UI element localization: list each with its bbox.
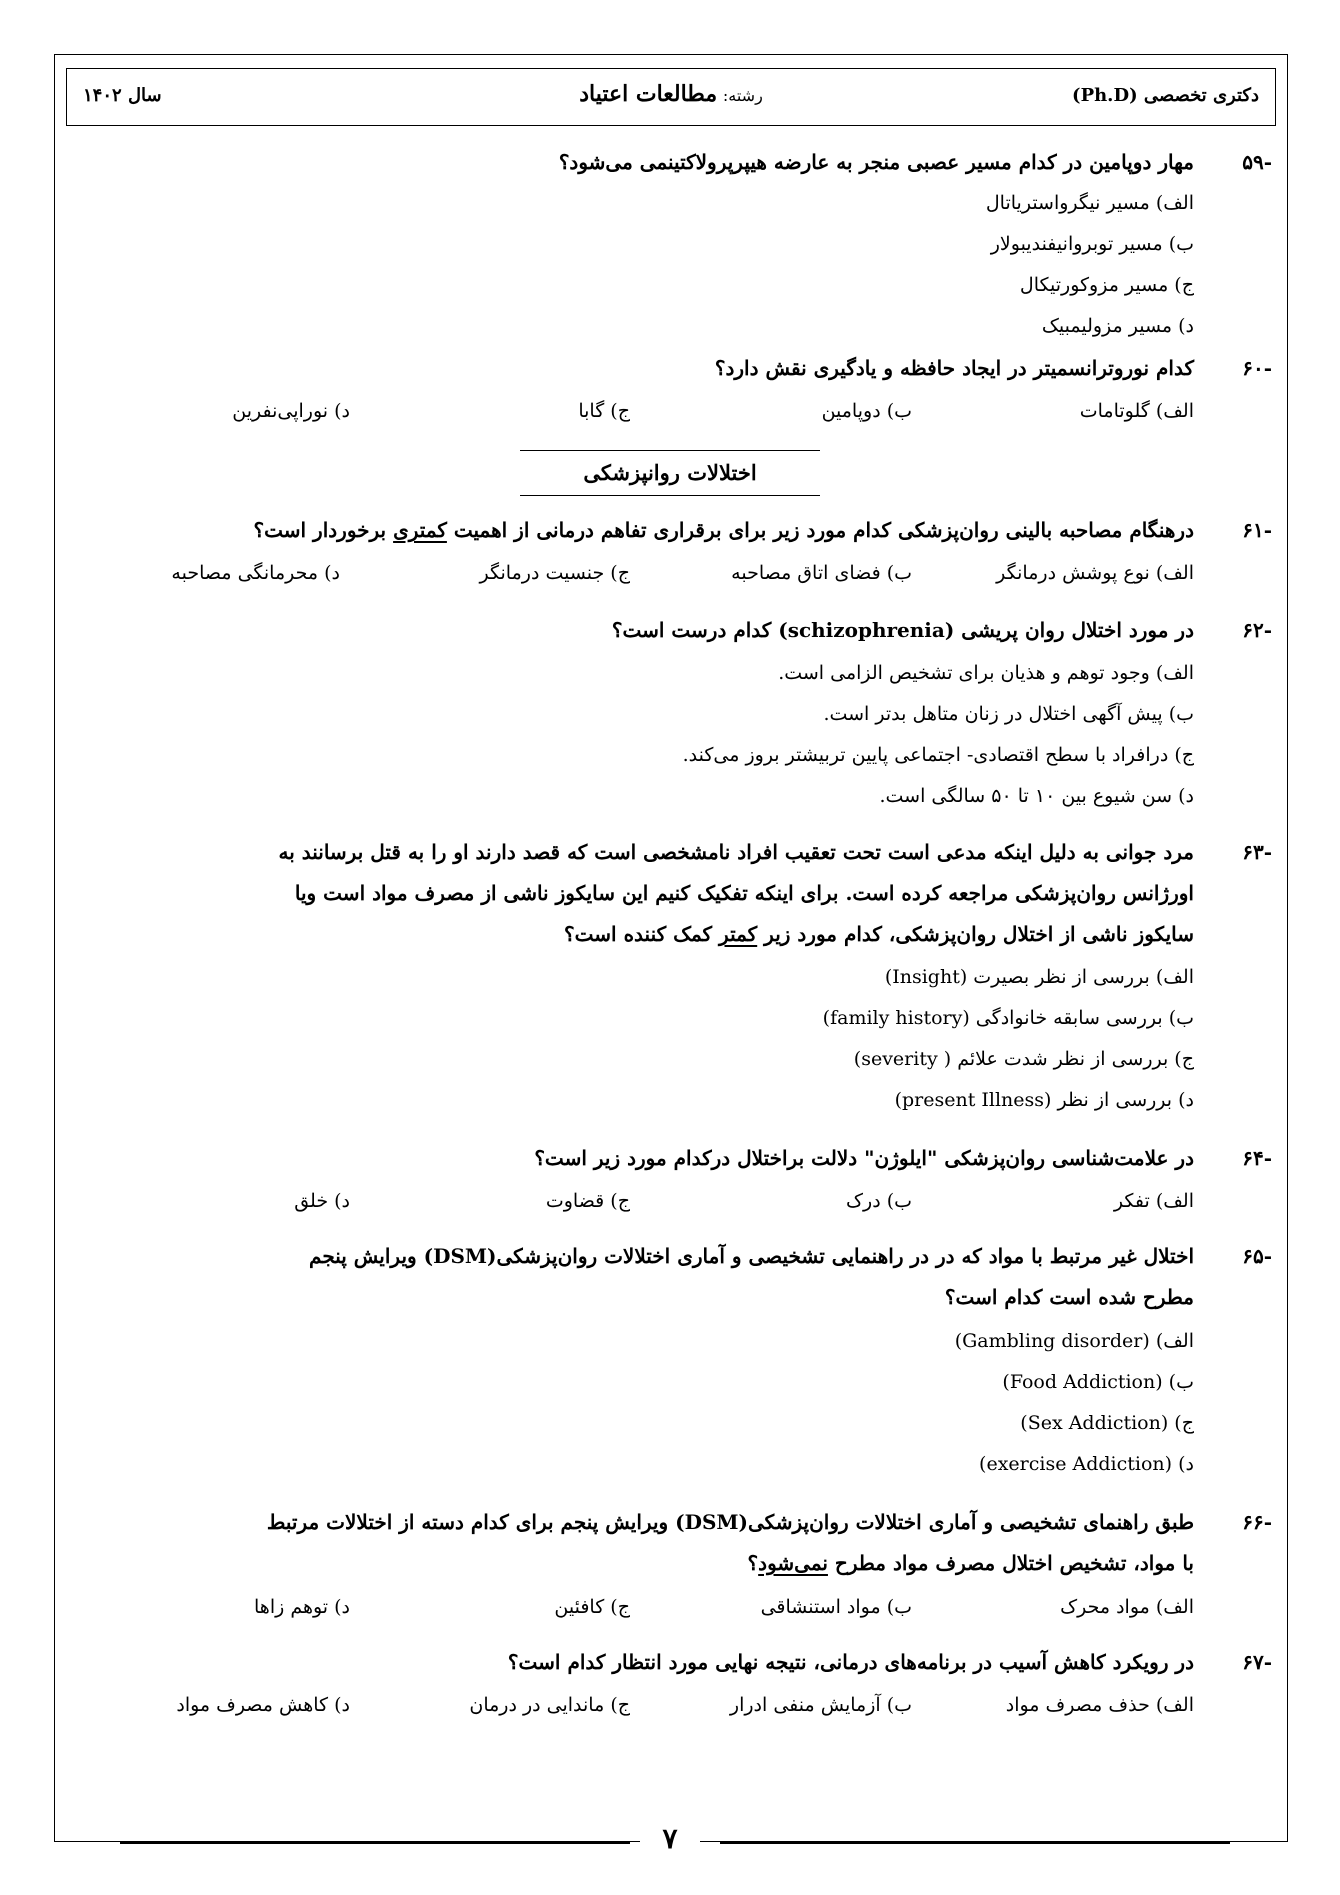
option-a: الف) (Gambling disorder) xyxy=(954,1330,1194,1352)
stem-text: کمک کننده است؟ xyxy=(564,922,720,946)
option-d: د) مسیر مزولیمبیک xyxy=(1041,315,1194,337)
option-b: ب) درک xyxy=(846,1190,912,1212)
option-d: د) محرمانگی مصاحبه xyxy=(171,562,340,584)
footer-divider-right xyxy=(720,1842,1230,1844)
stem-text: ؟ xyxy=(747,1551,759,1575)
option-b: ب) بررسی سابقه خانوادگی (family history) xyxy=(822,1007,1194,1029)
option-d: د) توهم زاها xyxy=(254,1596,350,1618)
option-c: ج) مسیر مزوکورتیکال xyxy=(1019,274,1194,296)
option-d: د) خلق xyxy=(294,1190,350,1212)
option-b: ب) پیش آگهی اختلال در زنان متاهل بدتر است. xyxy=(823,703,1194,725)
option-c: ج) ماندایی در درمان xyxy=(469,1694,630,1716)
option-b: ب) مواد استنشاقی xyxy=(760,1596,912,1618)
field-name: مطالعات اعتیاد xyxy=(579,81,718,107)
stem-text: برخوردار است؟ xyxy=(253,518,394,542)
option-a: الف) مواد محرک xyxy=(1060,1596,1194,1618)
option-c: ج) (Sex Addiction) xyxy=(1020,1412,1194,1434)
page-number: ۷ xyxy=(640,1822,700,1855)
stem-line: اختلال غیر مرتبط با مواد که در در راهنمایی تشخیصی و آماری اختلالات روان‌پزشکی(DSM) ویرایش پنجم xyxy=(309,1244,1194,1268)
stem-text: در مورد اختلال روان پریشی ( xyxy=(944,618,1194,642)
stem-underlined: نمی‌شود xyxy=(758,1551,828,1575)
stem-line: اورژانس روان‌پزشکی مراجعه کرده است. برای اینکه تفکیک کنیم این سایکوز ناشی از مصرف مواد است ویا xyxy=(294,881,1194,905)
option-b: ب) آزمایش منفی ادرار xyxy=(729,1694,912,1716)
option-b: ب) فضای اتاق مصاحبه xyxy=(731,562,912,584)
stem-line xyxy=(66,914,1194,955)
stem-line: طبق راهنمای تشخیصی و آماری اختلالات روان‌پزشکی(DSM) ویرایش پنجم برای کدام دسته از اختلالات مرتبط xyxy=(266,1510,1194,1534)
field-label: رشته: xyxy=(722,86,763,105)
stem-text: درهنگام مصاحبه بالینی روان‌پزشکی کدام مورد زیر برای برقراری تفاهم درمانی از اهمیت xyxy=(446,518,1194,542)
option-d: د) سن شیوع بین ۱۰ تا ۵۰ سالگی است. xyxy=(879,785,1194,807)
option-b: ب) دوپامین xyxy=(821,400,912,422)
question-number: -۶۷ xyxy=(1242,1650,1272,1674)
exam-header xyxy=(66,68,1276,126)
option-d: د) بررسی از نظر (present Illness) xyxy=(894,1089,1194,1111)
question-stem: مهار دوپامین در کدام مسیر عصبی منجر به عارضه هیپرپرولاکتینمی می‌شود؟ xyxy=(558,150,1194,174)
option-d: د) نوراپی‌نفرین xyxy=(232,400,350,422)
degree-label: دکتری تخصصی (Ph.D) xyxy=(1072,85,1259,106)
question-number: -۶۲ xyxy=(1242,618,1272,642)
question-number: -۶۶ xyxy=(1242,1510,1272,1534)
stem-line: مرد جوانی به دلیل اینکه مدعی است تحت تعقیب افراد نامشخصی است که قصد دارند او را به قتل برسانند به xyxy=(278,840,1194,864)
footer-divider-left xyxy=(120,1842,630,1844)
stem-text: ) کدام درست است؟ xyxy=(611,618,788,642)
question-63-stem xyxy=(66,832,1194,955)
stem-line xyxy=(66,1543,1194,1584)
question-number: -۶۰ xyxy=(1242,356,1272,380)
option-c: ج) درافراد با سطح اقتصادی- اجتماعی پایین تربیشتر بروز می‌کند. xyxy=(682,744,1194,766)
stem-line: مطرح شده است کدام است؟ xyxy=(944,1285,1194,1309)
question-stem: در علامت‌شناسی روان‌پزشکی "ایلوژن" دلالت براختلال درکدام مورد زیر است؟ xyxy=(534,1146,1194,1170)
option-a: الف) حذف مصرف مواد xyxy=(1005,1694,1194,1716)
stem-text: با مواد، تشخیص اختلال مصرف مواد مطرح xyxy=(827,1551,1194,1575)
question-number: -۵۹ xyxy=(1242,150,1272,174)
question-stem: کدام نوروترانسمیتر در ایجاد حافظه و یادگیری نقش دارد؟ xyxy=(714,356,1194,380)
option-b: ب) (Food Addiction) xyxy=(1002,1371,1194,1393)
question-stem xyxy=(612,618,1194,642)
option-c: ج) قضاوت xyxy=(545,1190,630,1212)
option-a: الف) وجود توهم و هذیان برای تشخیص الزامی است. xyxy=(778,662,1194,684)
section-title: اختلالات روانپزشکی xyxy=(520,450,820,496)
option-a: الف) بررسی از نظر بصیرت (Insight) xyxy=(884,966,1194,988)
option-c: ج) کافئین xyxy=(554,1596,630,1618)
stem-latin: schizophrenia xyxy=(787,618,945,642)
question-number: -۶۳ xyxy=(1242,840,1272,864)
question-65-stem xyxy=(66,1236,1194,1318)
option-a: الف) مسیر نیگرواستریاتال xyxy=(985,192,1194,214)
option-d: د) کاهش مصرف مواد xyxy=(176,1694,350,1716)
question-66-stem xyxy=(66,1502,1194,1584)
option-c: ج) جنسیت درمانگر xyxy=(479,562,630,584)
option-c: ج) بررسی از نظر شدت علائم ( severity) xyxy=(853,1048,1194,1070)
question-number: -۶۴ xyxy=(1242,1146,1272,1170)
stem-underlined: کمتری xyxy=(393,518,447,542)
option-d: د) (exercise Addiction) xyxy=(979,1453,1194,1475)
question-stem xyxy=(254,518,1194,542)
option-c: ج) گابا xyxy=(578,400,630,422)
option-b: ب) مسیر توبروانیفندیبولار xyxy=(990,233,1194,255)
stem-text: سایکوز ناشی از اختلال روان‌پزشکی، کدام مورد زیر xyxy=(757,922,1194,946)
option-a: الف) نوع پوشش درمانگر xyxy=(996,562,1194,584)
option-a: الف) گلوتامات xyxy=(1079,400,1194,422)
stem-underlined: کمتر xyxy=(719,922,758,946)
question-number: -۶۱ xyxy=(1242,518,1272,542)
option-a: الف) تفکر xyxy=(1113,1190,1194,1212)
question-stem: در رویکرد کاهش آسیب در برنامه‌های درمانی، نتیجه نهایی مورد انتظار کدام است؟ xyxy=(507,1650,1194,1674)
field-title xyxy=(67,81,1275,107)
question-number: -۶۵ xyxy=(1242,1244,1272,1268)
exam-year: سال ۱۴۰۲ xyxy=(83,85,162,106)
